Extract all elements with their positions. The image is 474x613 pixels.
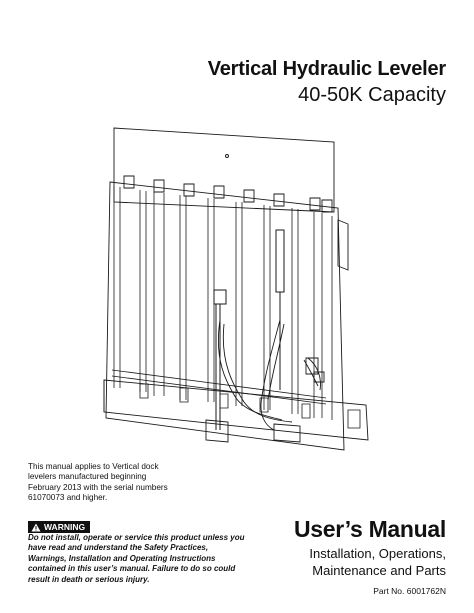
manual-subtitle-line2: Maintenance and Parts [312, 563, 446, 578]
document-subtitle: 40-50K Capacity [298, 84, 446, 106]
manual-title: User’s Manual [293, 516, 446, 542]
warning-triangle-icon [31, 523, 41, 532]
warning-label: WARNING [44, 522, 86, 532]
warning-badge [28, 521, 90, 533]
document-title: Vertical Hydraulic Leveler [207, 58, 446, 80]
manual-subtitle [246, 545, 446, 579]
part-number: Part No. 6001762N [373, 586, 446, 596]
applicability-note: This manual applies to Vertical dock levelers manufactured beginning February 2013 with the serial numbers 61070073 and higher. [28, 462, 168, 503]
warning-text: Do not install, operate or service this product unless you have read and understand the Safety Practices, Warnings, Installation and Operating Instructions contained in this user’s manual. Failure to do so could result in death or serious injury. [28, 533, 245, 584]
hydraulic-dock-leveler-drawing [96, 120, 384, 455]
manual-subtitle-line1: Installation, Operations, [309, 546, 446, 561]
